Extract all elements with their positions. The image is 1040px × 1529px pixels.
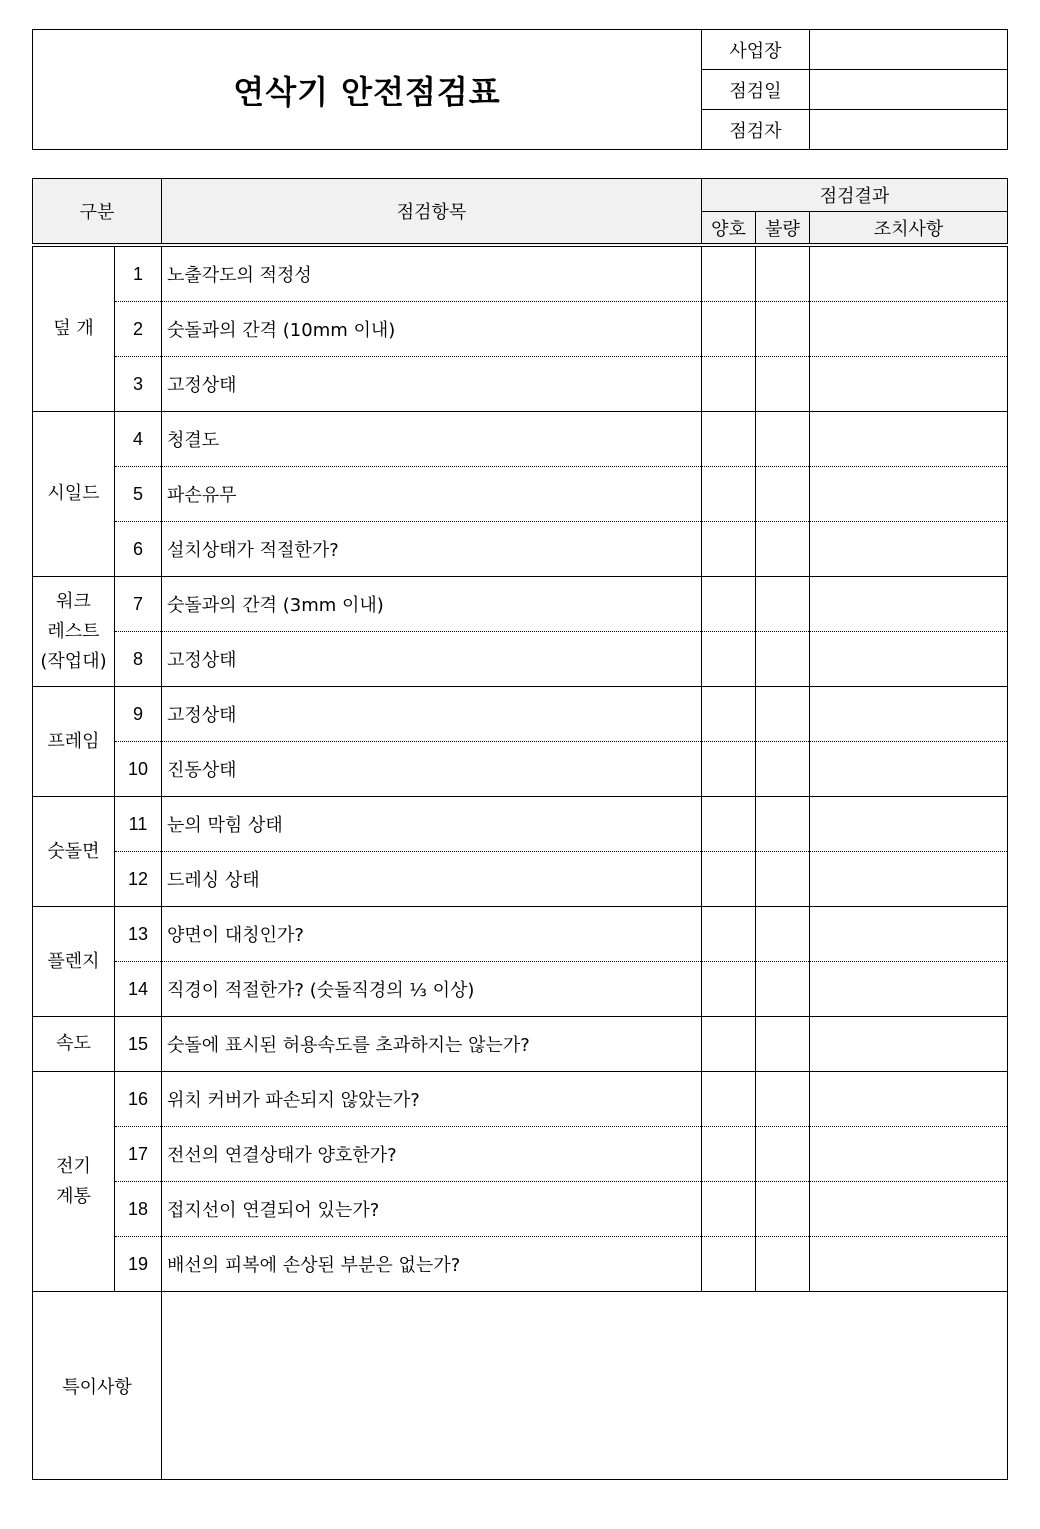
bad-check-cell[interactable] [756,1017,810,1072]
table-row [33,907,1008,962]
bad-check-cell[interactable] [756,245,810,302]
bad-check-cell[interactable] [756,687,810,742]
table-row [33,632,1008,687]
bad-check-cell[interactable] [756,522,810,577]
category-label-line: 숫돌면 [47,840,100,862]
bad-check-cell[interactable] [756,907,810,962]
item-number: 16 [115,1072,162,1127]
bad-check-cell[interactable] [756,1237,810,1292]
inspection-item: 배선의 피복에 손상된 부분은 없는가? [162,1237,702,1292]
table-row [33,1127,1008,1182]
inspection-item: 접지선이 연결되어 있는가? [162,1182,702,1237]
action-field[interactable] [810,962,1008,1017]
item-number: 19 [115,1237,162,1292]
good-check-cell[interactable] [702,797,756,852]
inspection-item: 청결도 [162,412,702,467]
table-row [33,412,1008,467]
good-check-cell[interactable] [702,467,756,522]
meta-label: 점검자 [702,110,810,150]
category-label-line: 플렌지 [47,950,100,972]
item-number: 4 [115,412,162,467]
category-label-line: 속도 [56,1033,91,1054]
category-cell [33,1072,115,1292]
category-label-line: 전기 [56,1155,91,1177]
bad-check-cell[interactable] [756,742,810,797]
good-check-cell[interactable] [702,357,756,412]
bad-check-cell[interactable] [756,852,810,907]
action-field[interactable] [810,1017,1008,1072]
category-label-line: 레스트 [47,620,100,642]
table-row [33,467,1008,522]
category-label-line: 계통 [56,1185,91,1207]
item-number: 7 [115,577,162,632]
category-cell [33,797,115,907]
bad-check-cell[interactable] [756,1182,810,1237]
inspection-item: 눈의 막힘 상태 [162,797,702,852]
action-field[interactable] [810,1237,1008,1292]
document-header [32,29,1008,150]
item-number: 15 [115,1017,162,1072]
header-action: 조치사항 [810,212,1008,246]
table-row [33,852,1008,907]
inspection-item: 숫돌에 표시된 허용속도를 초과하지는 않는가? [162,1017,702,1072]
good-check-cell[interactable] [702,412,756,467]
category-label-line: 덮 개 [53,318,94,339]
category-cell [33,577,115,687]
inspection-item: 드레싱 상태 [162,852,702,907]
inspection-item: 설치상태가 적절한가? [162,522,702,577]
item-number: 1 [115,245,162,302]
header-category: 구분 [33,179,162,246]
action-field[interactable] [810,245,1008,302]
item-number: 9 [115,687,162,742]
category-cell [33,412,115,577]
inspection-table [32,178,1008,1480]
inspection-item: 위치 커버가 파손되지 않았는가? [162,1072,702,1127]
category-label-line: (작업대) [40,650,107,672]
action-field[interactable] [810,852,1008,907]
table-row [33,687,1008,742]
action-field[interactable] [810,797,1008,852]
category-cell [33,1017,115,1072]
inspection-item: 파손유무 [162,467,702,522]
table-row [33,245,1008,302]
table-row [33,797,1008,852]
inspection-item: 숫돌과의 간격 (10mm 이내) [162,302,702,357]
good-check-cell[interactable] [702,1127,756,1182]
good-check-cell[interactable] [702,852,756,907]
item-number: 17 [115,1127,162,1182]
table-row [33,1017,1008,1072]
good-check-cell[interactable] [702,687,756,742]
good-check-cell[interactable] [702,522,756,577]
header-good: 양호 [702,212,756,246]
item-number: 10 [115,742,162,797]
inspection-item: 고정상태 [162,357,702,412]
good-check-cell[interactable] [702,1072,756,1127]
category-cell [33,687,115,797]
bad-check-cell[interactable] [756,412,810,467]
inspection-item: 고정상태 [162,632,702,687]
bad-check-cell[interactable] [756,577,810,632]
good-check-cell[interactable] [702,577,756,632]
category-cell [33,907,115,1017]
good-check-cell[interactable] [702,1017,756,1072]
inspection-item: 양면이 대칭인가? [162,907,702,962]
meta-label: 사업장 [702,30,810,70]
table-row [33,522,1008,577]
table-row [33,742,1008,797]
bad-check-cell[interactable] [756,302,810,357]
meta-label: 점검일 [702,70,810,110]
item-number: 3 [115,357,162,412]
item-number: 6 [115,522,162,577]
bad-check-cell[interactable] [756,632,810,687]
page-title: 연삭기 안전점검표 [33,30,702,150]
action-field[interactable] [810,522,1008,577]
item-number: 18 [115,1182,162,1237]
action-field[interactable] [810,742,1008,797]
good-check-cell[interactable] [702,962,756,1017]
item-number: 8 [115,632,162,687]
action-field[interactable] [810,687,1008,742]
item-number: 5 [115,467,162,522]
meta-value-field[interactable] [810,70,1008,110]
header-item: 점검항목 [162,179,702,246]
remarks-label: 특이사항 [33,1292,162,1480]
inspection-item: 진동상태 [162,742,702,797]
good-check-cell[interactable] [702,245,756,302]
meta-value-field[interactable] [810,30,1008,70]
action-field[interactable] [810,357,1008,412]
table-row [33,1072,1008,1127]
item-number: 11 [115,797,162,852]
table-row [33,302,1008,357]
item-number: 2 [115,302,162,357]
remarks-row [33,1292,1008,1480]
category-label-line: 프레임 [47,730,100,752]
bad-check-cell[interactable] [756,357,810,412]
header-bad: 불량 [756,212,810,246]
good-check-cell[interactable] [702,1237,756,1292]
action-field[interactable] [810,467,1008,522]
action-field[interactable] [810,412,1008,467]
table-row [33,1182,1008,1237]
category-label-line: 시일드 [47,483,100,504]
remarks-field[interactable] [162,1292,1008,1480]
category-cell [33,245,115,412]
table-row [33,962,1008,1017]
action-field[interactable] [810,1127,1008,1182]
good-check-cell[interactable] [702,632,756,687]
bad-check-cell[interactable] [756,1072,810,1127]
good-check-cell[interactable] [702,907,756,962]
bad-check-cell[interactable] [756,797,810,852]
good-check-cell[interactable] [702,302,756,357]
meta-row [33,30,1008,70]
inspection-item: 전선의 연결상태가 양호한가? [162,1127,702,1182]
item-number: 13 [115,907,162,962]
action-field[interactable] [810,302,1008,357]
action-field[interactable] [810,907,1008,962]
action-field[interactable] [810,577,1008,632]
item-number: 12 [115,852,162,907]
inspection-item: 숫돌과의 간격 (3mm 이내) [162,577,702,632]
inspection-item: 고정상태 [162,687,702,742]
action-field[interactable] [810,632,1008,687]
bad-check-cell[interactable] [756,467,810,522]
inspection-item: 노출각도의 적정성 [162,245,702,302]
bad-check-cell[interactable] [756,1127,810,1182]
inspection-item: 직경이 적절한가? (숫돌직경의 ⅓ 이상) [162,962,702,1017]
table-row [33,1237,1008,1292]
bad-check-cell[interactable] [756,962,810,1017]
header-result-group: 점검결과 [702,179,1008,212]
item-number: 14 [115,962,162,1017]
meta-value-field[interactable] [810,110,1008,150]
table-row [33,577,1008,632]
good-check-cell[interactable] [702,742,756,797]
table-row [33,357,1008,412]
good-check-cell[interactable] [702,1182,756,1237]
action-field[interactable] [810,1182,1008,1237]
category-label-line: 워크 [56,590,91,612]
action-field[interactable] [810,1072,1008,1127]
